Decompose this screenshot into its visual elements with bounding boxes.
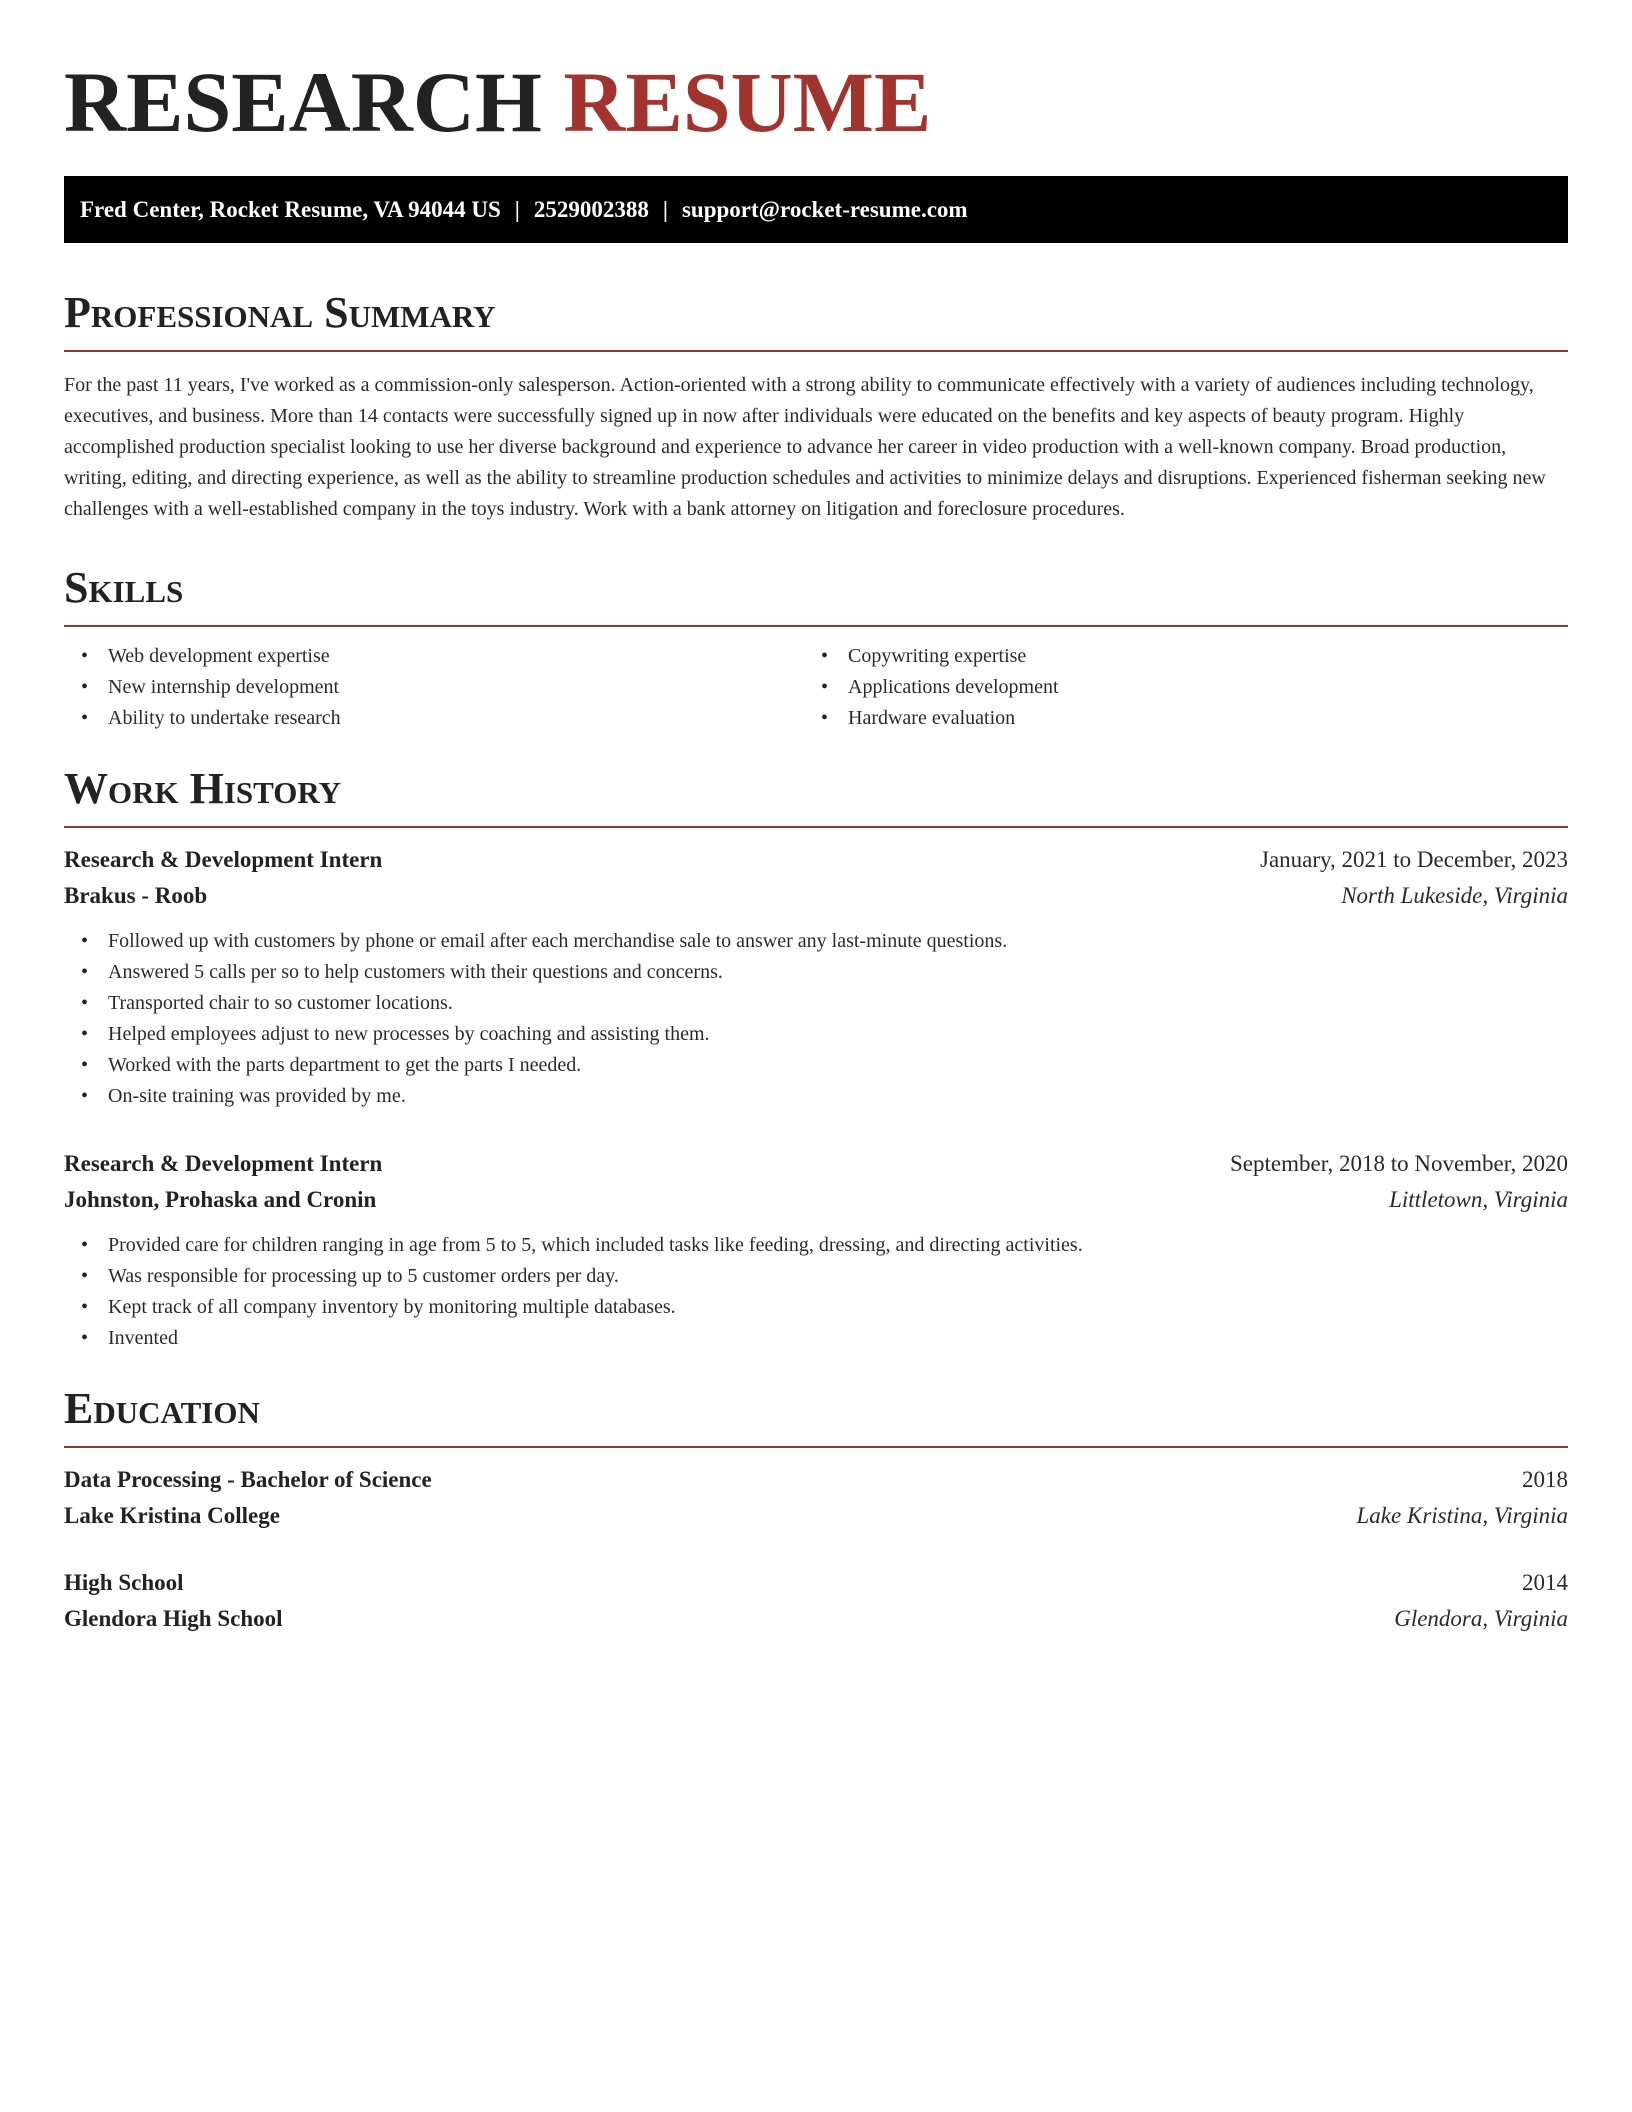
section-divider xyxy=(64,350,1568,352)
section-divider xyxy=(64,826,1568,828)
skill-item: • Copywriting expertise xyxy=(804,641,1544,672)
skill-item: • Ability to undertake research xyxy=(64,703,804,734)
duty-item: • Answered 5 calls per so to help customers with their questions and concerns. xyxy=(64,957,1568,988)
education-year: 2014 xyxy=(1522,1570,1568,1595)
skills-section xyxy=(64,563,1568,734)
skills-list xyxy=(64,641,1568,734)
skills-column-left xyxy=(64,641,804,734)
education-school-row xyxy=(64,1498,1568,1534)
duty-item: • On-site training was provided by me. xyxy=(64,1081,1568,1112)
job-company: Johnston, Prohaska and Cronin xyxy=(64,1187,377,1212)
skills-column-right xyxy=(804,641,1544,734)
job-title: Research & Development Intern xyxy=(64,847,383,872)
education-school: Glendora High School xyxy=(64,1606,283,1631)
job-company-row xyxy=(64,1182,1568,1218)
job-header-row xyxy=(64,1146,1568,1182)
education-location: Lake Kristina, Virginia xyxy=(1356,1503,1568,1528)
contact-separator: | xyxy=(514,196,520,222)
education-school: Lake Kristina College xyxy=(64,1503,280,1528)
job-location: Littletown, Virginia xyxy=(1389,1187,1568,1212)
contact-email[interactable]: support@rocket-resume.com xyxy=(681,196,968,222)
resume-title xyxy=(64,0,1568,152)
job-duties xyxy=(64,1230,1568,1354)
work-section xyxy=(64,764,1568,1354)
title-main: RESEARCH xyxy=(64,54,542,150)
section-heading: Education xyxy=(64,1384,260,1433)
job-duties xyxy=(64,926,1568,1112)
education-entry xyxy=(64,1565,1568,1637)
contact-phone[interactable]: 2529002388 xyxy=(533,196,649,222)
summary-section xyxy=(64,288,1568,525)
job-company-row xyxy=(64,878,1568,914)
job-company: Brakus - Roob xyxy=(64,883,208,908)
title-accent: RESUME xyxy=(563,54,932,150)
duty-item: • Was responsible for processing up to 5 customer orders per day. xyxy=(64,1261,1568,1292)
contact-separator: | xyxy=(662,196,668,222)
section-heading: Work History xyxy=(64,764,342,813)
section-divider xyxy=(64,1446,1568,1448)
contact-bar xyxy=(64,176,1568,243)
education-location: Glendora, Virginia xyxy=(1394,1606,1568,1631)
education-degree-row xyxy=(64,1462,1568,1498)
skill-item: • Applications development xyxy=(804,672,1544,703)
job-location: North Lukeside, Virginia xyxy=(1341,883,1568,908)
education-school-row xyxy=(64,1601,1568,1637)
skill-item: • Web development expertise xyxy=(64,641,804,672)
duty-item: • Followed up with customers by phone or email after each merchandise sale to answer any last-minute questions. xyxy=(64,926,1568,957)
contact-address: Fred Center, Rocket Resume, VA 94044 US xyxy=(80,196,501,222)
education-degree-row xyxy=(64,1565,1568,1601)
duty-item: • Worked with the parts department to get the parts I needed. xyxy=(64,1050,1568,1081)
job-header-row xyxy=(64,842,1568,878)
skill-item: • New internship development xyxy=(64,672,804,703)
education-degree: High School xyxy=(64,1570,184,1595)
education-section xyxy=(64,1384,1568,1637)
summary-text: For the past 11 years, I've worked as a commission-only salesperson. Action-oriented with a strong ability to communicate effectively with a variety of audiences including technology, executives, and business. More than 14 contacts were successfully signed up in now after individuals were educated on the benefits and key aspects of beauty program. Highly accomplished production specialist looking to use her diverse background and experience to advance her career in video production with a well-known company. Broad production, writing, editing, and directing experience, as well as the ability to streamline production schedules and activities to minimize delays and disruptions. Experienced fisherman seeking new challenges with a well-established company in the toys industry. Work with a bank attorney on litigation and foreclosure procedures. xyxy=(64,374,1546,520)
job-entry xyxy=(64,1146,1568,1354)
section-heading: Skills xyxy=(64,563,184,612)
duty-item: • Provided care for children ranging in age from 5 to 5, which included tasks like feeding, dressing, and directing activities. xyxy=(64,1230,1568,1261)
duty-item: • Invented xyxy=(64,1323,1568,1354)
education-year: 2018 xyxy=(1522,1467,1568,1492)
skill-item: • Hardware evaluation xyxy=(804,703,1544,734)
duty-item: • Kept track of all company inventory by monitoring multiple databases. xyxy=(64,1292,1568,1323)
section-divider xyxy=(64,625,1568,627)
education-degree: Data Processing - Bachelor of Science xyxy=(64,1467,432,1492)
education-entry xyxy=(64,1462,1568,1534)
section-heading: Professional Summary xyxy=(64,288,496,337)
duty-item: • Transported chair to so customer locations. xyxy=(64,988,1568,1019)
job-title: Research & Development Intern xyxy=(64,1151,383,1176)
resume-page xyxy=(64,0,1568,1637)
job-dates: September, 2018 to November, 2020 xyxy=(1230,1151,1568,1176)
job-entry xyxy=(64,842,1568,1112)
duty-item: • Helped employees adjust to new processes by coaching and assisting them. xyxy=(64,1019,1568,1050)
job-dates: January, 2021 to December, 2023 xyxy=(1260,847,1568,872)
